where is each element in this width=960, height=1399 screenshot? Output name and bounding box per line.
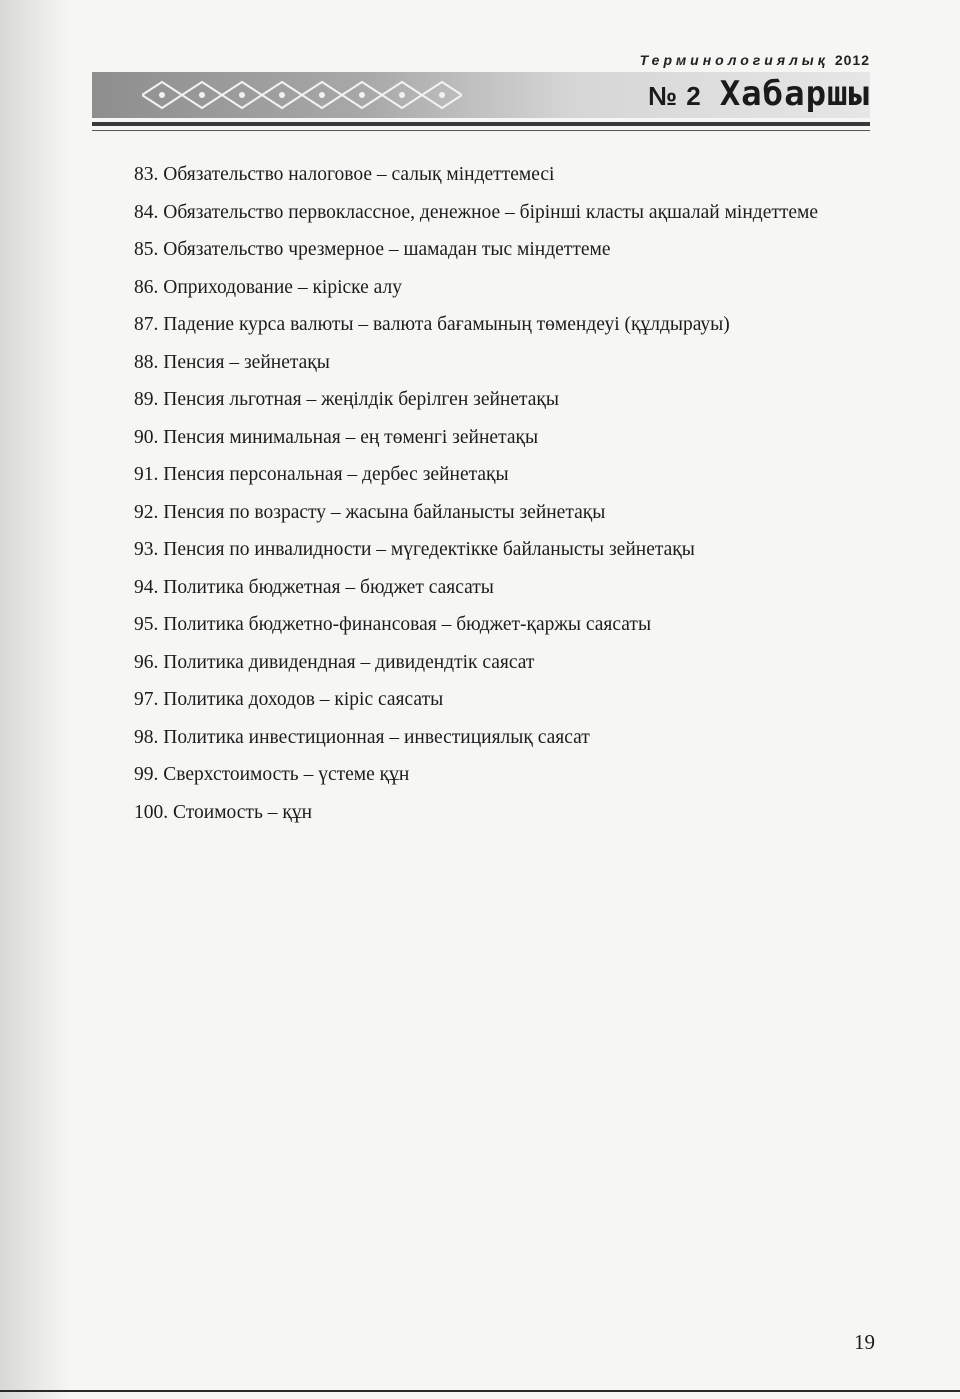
glossary-entry-97: 97. Политика доходов – кіріс саясаты [134, 689, 444, 710]
glossary-entry-91: 91. Пенсия персональная – дербес зейнетақы [134, 464, 509, 485]
banner-title [648, 74, 870, 114]
glossary-entry-86: 86. Оприходование – кіріске алу [134, 276, 402, 298]
glossary-entry-100: 100. Стоимость – құн [134, 801, 313, 823]
glossary-entry-95: 95. Политика бюджетно-финансовая – бюджет-қаржы саясаты [134, 614, 652, 635]
journal-name: Терминологиялық [639, 52, 829, 68]
journal-name-line [640, 52, 870, 68]
glossary-entry-96: 96. Политика дивидендная – дивидендтік саясат [134, 651, 535, 673]
header-rule-thick [92, 122, 870, 126]
page-number: 19 [854, 1330, 875, 1354]
glossary-entry-90: 90. Пенсия минимальная – ең төменгі зейнетақы [134, 426, 539, 448]
glossary-entry-88: 88. Пенсия – зейнетақы [134, 351, 330, 373]
glossary-entry-93: 93. Пенсия по инвалидности – мүгедектікке байланысты зейнетақы [134, 539, 695, 560]
glossary-entry-92: 92. Пенсия по возрасту – жасына байланысты зейнетақы [134, 501, 606, 523]
journal-title: Хабаршы [719, 74, 870, 114]
glossary-entry-89: 89. Пенсия льготная – жеңілдік берілген зейнетақы [134, 389, 560, 410]
glossary-entry-84: 84. Обязательство первоклассное, денежное – бірінші класты ақшалай міндеттеме [134, 201, 819, 223]
journal-year: 2012 [834, 52, 870, 68]
header-rule-thin [92, 130, 870, 131]
page-header [92, 48, 870, 138]
ornament-icon [142, 78, 462, 112]
glossary-entry-94: 94. Политика бюджетная – бюджет саясаты [134, 576, 494, 598]
bottom-edge-rule [0, 1390, 960, 1392]
glossary-list [92, 156, 872, 831]
glossary-entry-87: 87. Падение курса валюты – валюта бағамының төмендеуі (құлдырауы) [134, 314, 730, 335]
glossary-entry-85: 85. Обязательство чрезмерное – шамадан тыс міндеттеме [134, 239, 611, 260]
glossary-entry-99: 99. Сверхстоимость – үстеме құн [134, 764, 410, 785]
issue-number: № 2 [648, 81, 702, 111]
header-banner [92, 72, 870, 118]
glossary-entry-83: 83. Обязательство налоговое – салық міндеттемесі [134, 164, 555, 185]
glossary-entry-98: 98. Политика инвестиционная – инвестициялық саясат [134, 726, 590, 748]
page-edge-shade [0, 0, 70, 1399]
